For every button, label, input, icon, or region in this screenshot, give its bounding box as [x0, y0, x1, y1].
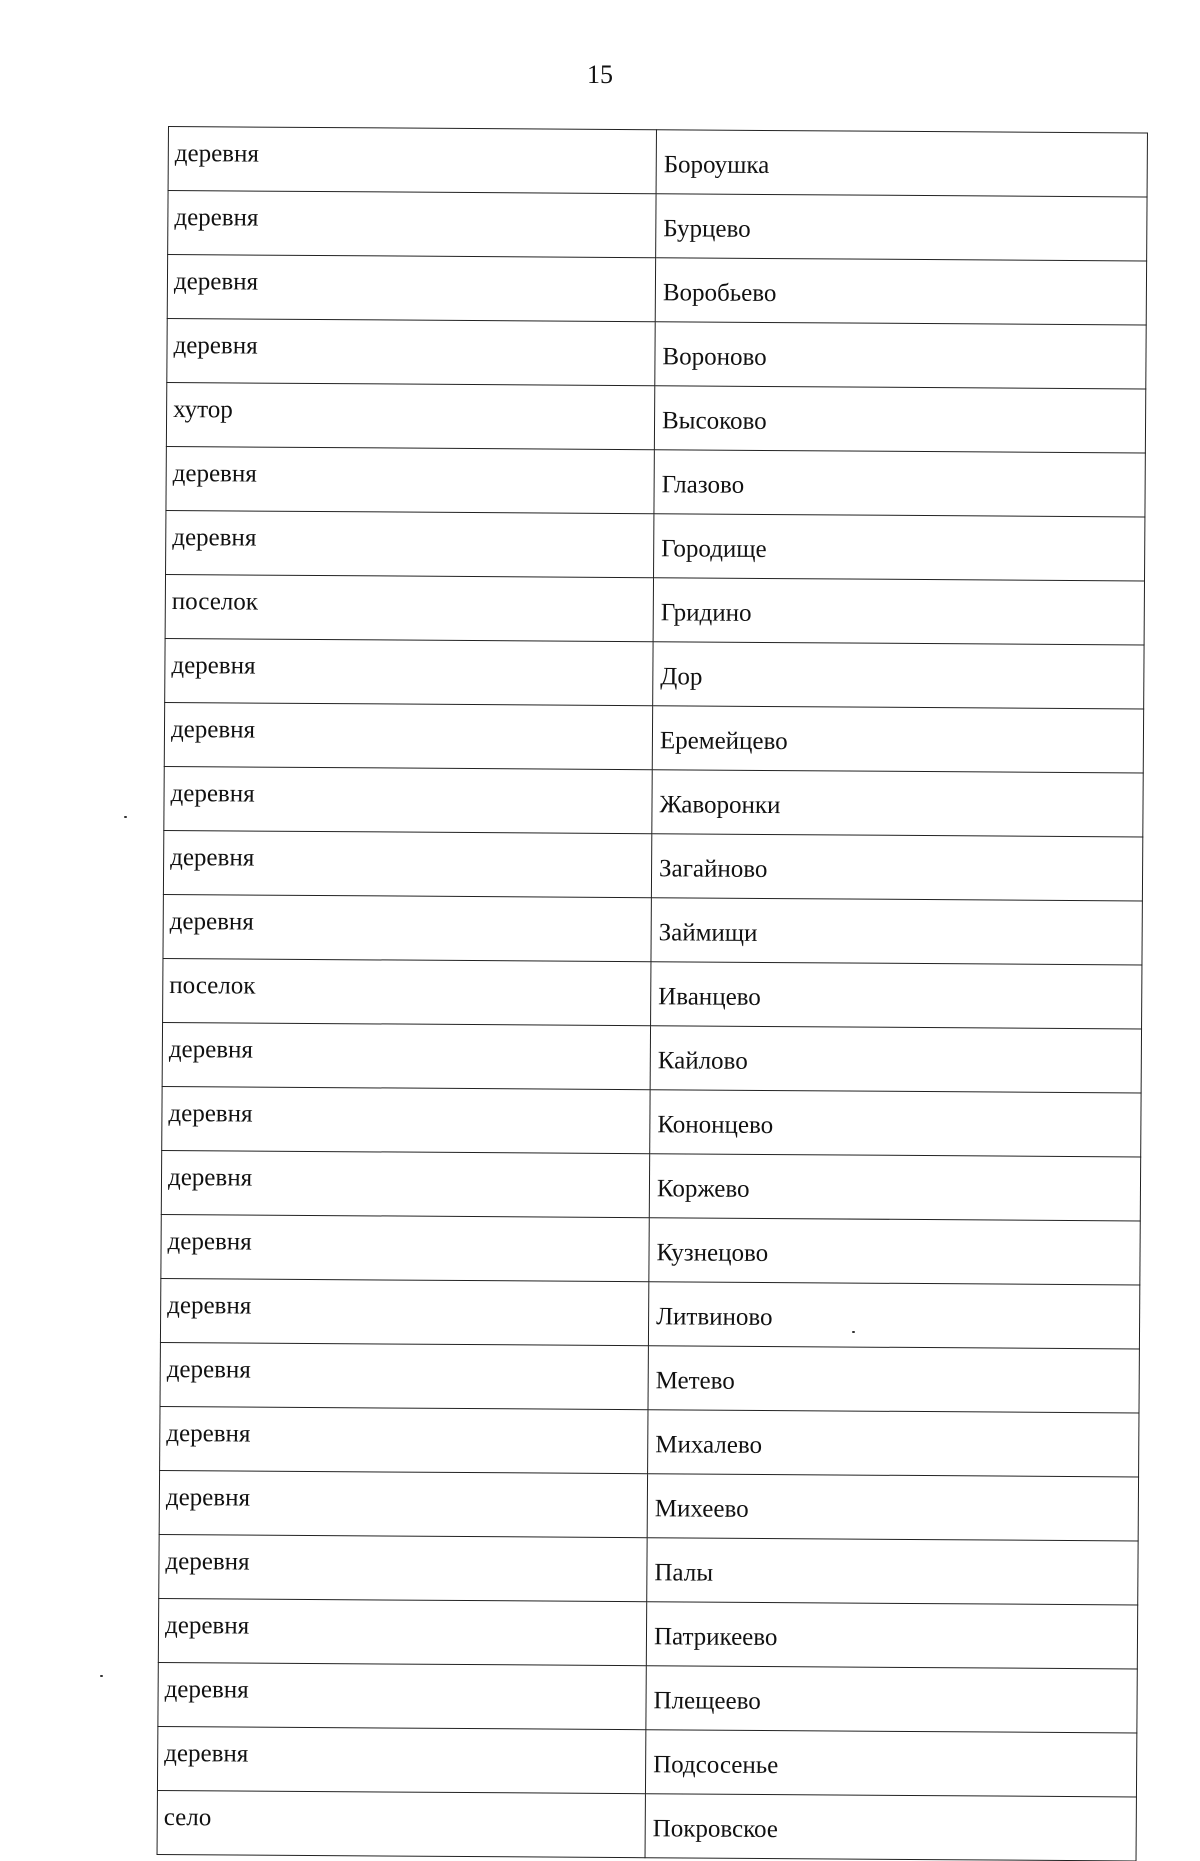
table-row	[163, 894, 1142, 964]
table-row	[164, 702, 1143, 772]
settlement-name-cell: Еремейцево	[652, 706, 1143, 773]
settlement-name-cell: Жаворонки	[652, 770, 1143, 837]
settlement-table-body	[157, 127, 1147, 1861]
settlement-type-cell: поселок	[165, 574, 653, 641]
settlement-name-cell: Загайново	[651, 834, 1142, 901]
settlement-name-cell: Кононцево	[650, 1090, 1141, 1157]
settlement-type-cell: деревня	[164, 766, 652, 833]
settlement-name-cell: Метево	[648, 1346, 1139, 1413]
settlement-name-cell: Городище	[654, 514, 1145, 581]
settlement-name-cell: Покровское	[645, 1794, 1136, 1861]
table-row	[162, 1086, 1141, 1156]
settlement-table	[157, 126, 1148, 1861]
settlement-name-cell: Кайлово	[650, 1026, 1141, 1093]
settlement-name-cell: Литвиново	[648, 1282, 1139, 1349]
table-row	[162, 1022, 1141, 1092]
table-row	[164, 766, 1143, 836]
settlement-name-cell: Подсосенье	[645, 1730, 1136, 1797]
settlement-name-cell: Гридино	[653, 578, 1144, 645]
settlement-type-cell: деревня	[167, 255, 655, 322]
settlement-type-cell: деревня	[166, 510, 654, 577]
table-row	[168, 127, 1147, 197]
settlement-name-cell: Бороушка	[656, 130, 1147, 197]
settlement-type-cell: деревня	[162, 1022, 650, 1089]
settlement-type-cell: деревня	[167, 318, 655, 385]
table-row	[160, 1342, 1139, 1412]
table-row	[159, 1470, 1138, 1540]
settlement-type-cell: деревня	[161, 1214, 649, 1281]
settlement-type-cell: деревня	[166, 446, 654, 513]
settlement-type-cell: деревня	[159, 1470, 647, 1537]
settlement-type-cell: деревня	[160, 1406, 648, 1473]
settlement-type-cell: деревня	[165, 638, 653, 705]
table-row	[161, 1150, 1140, 1220]
settlement-type-cell: деревня	[158, 1662, 646, 1729]
settlement-name-cell: Дор	[653, 642, 1144, 709]
settlement-name-cell: Плещеево	[646, 1666, 1137, 1733]
settlement-type-cell: село	[157, 1790, 645, 1857]
table-row	[168, 191, 1147, 261]
table-row	[166, 510, 1145, 580]
settlement-name-cell: Михеево	[647, 1474, 1138, 1541]
table-row	[160, 1278, 1139, 1348]
table-row	[167, 318, 1146, 388]
settlement-name-cell: Глазово	[654, 450, 1145, 517]
table-row	[167, 255, 1146, 325]
table-row	[158, 1598, 1137, 1668]
table-row	[160, 1406, 1139, 1476]
settlement-type-cell: деревня	[168, 127, 656, 194]
settlement-name-cell: Коржево	[649, 1154, 1140, 1221]
settlement-type-cell: деревня	[163, 830, 651, 897]
settlement-type-cell: деревня	[161, 1150, 649, 1217]
settlement-name-cell: Высоково	[654, 386, 1145, 453]
table-row	[163, 830, 1142, 900]
scan-speck	[100, 1675, 103, 1677]
table-row	[158, 1662, 1137, 1732]
table-row	[165, 638, 1144, 708]
settlement-name-cell: Воробьево	[655, 258, 1146, 325]
settlement-name-cell: Кузнецово	[649, 1218, 1140, 1285]
table-row	[159, 1534, 1138, 1604]
settlement-type-cell: деревня	[160, 1342, 648, 1409]
table-row	[166, 446, 1145, 516]
settlement-name-cell: Займищи	[651, 898, 1142, 965]
settlement-name-cell: Вороново	[655, 322, 1146, 389]
settlement-name-cell: Палы	[647, 1538, 1138, 1605]
table-row	[157, 1790, 1136, 1860]
settlement-type-cell: деревня	[158, 1598, 646, 1665]
settlement-type-cell: деревня	[164, 702, 652, 769]
scan-speck	[124, 816, 127, 818]
settlement-name-cell: Михалево	[648, 1410, 1139, 1477]
table-row	[157, 1726, 1136, 1796]
page-number: 15	[587, 60, 613, 89]
settlement-name-cell: Патрикеево	[646, 1602, 1137, 1669]
settlement-type-cell: деревня	[163, 894, 651, 961]
table-row	[165, 574, 1144, 644]
settlement-type-cell: хутор	[166, 382, 654, 449]
table-row	[161, 1214, 1140, 1284]
scan-speck	[852, 1331, 855, 1333]
settlement-name-cell: Иванцево	[651, 962, 1142, 1029]
settlement-type-cell: деревня	[162, 1086, 650, 1153]
settlement-name-cell: Бурцево	[656, 194, 1147, 261]
settlement-type-cell: поселок	[163, 958, 651, 1025]
settlement-type-cell: деревня	[168, 191, 656, 258]
table-row	[166, 382, 1145, 452]
settlement-type-cell: деревня	[160, 1278, 648, 1345]
table-row	[163, 958, 1142, 1028]
settlement-type-cell: деревня	[159, 1534, 647, 1601]
settlement-type-cell: деревня	[157, 1726, 645, 1793]
